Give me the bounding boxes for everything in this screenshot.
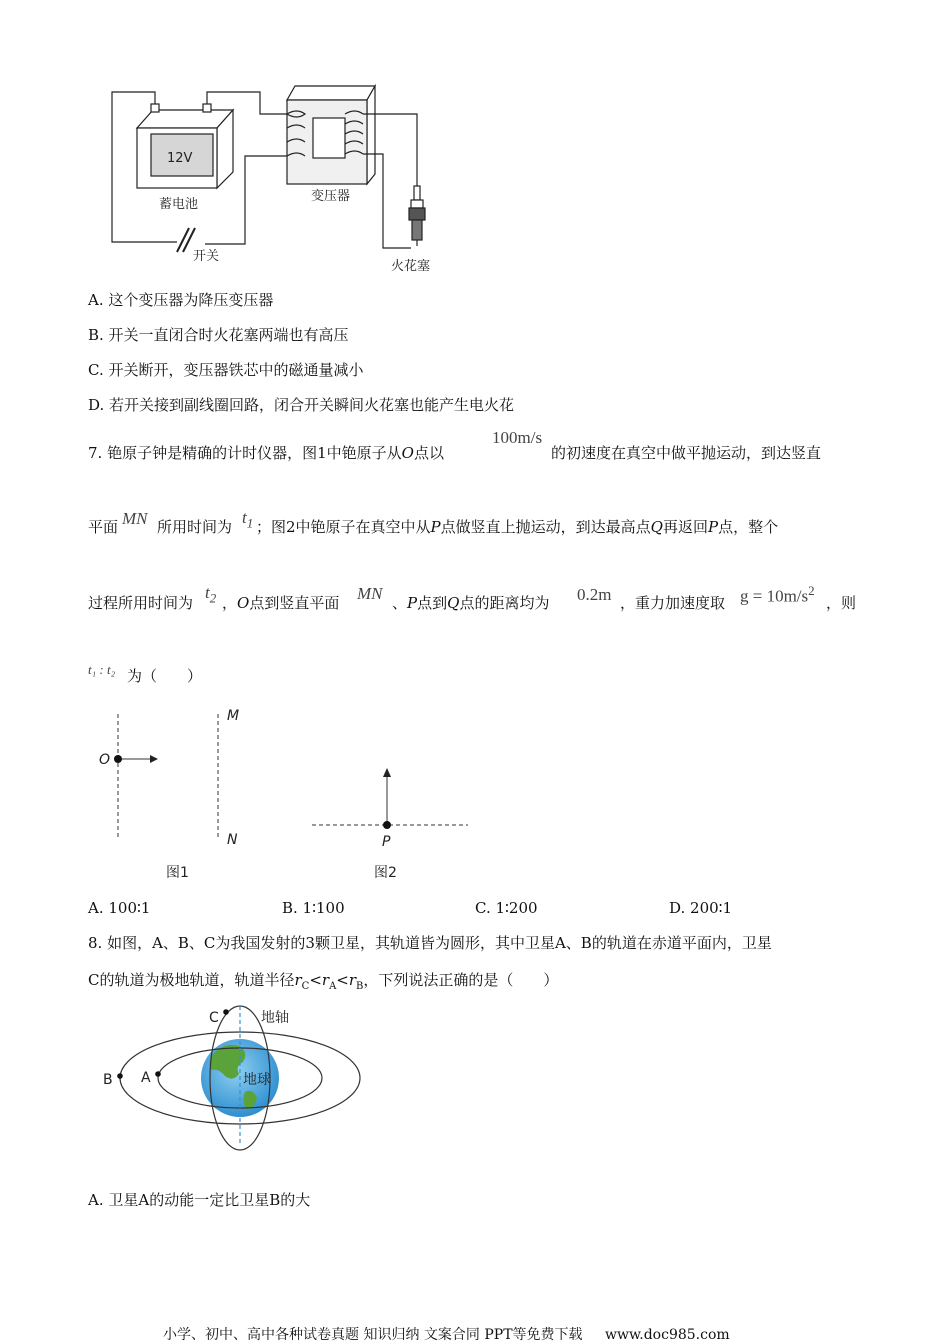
battery-voltage: 12V [167, 151, 193, 166]
label-p: P [382, 834, 391, 850]
q7-t2: $t_2$ [205, 583, 217, 606]
satellite-orbits-figure [95, 1000, 375, 1160]
q7-option-a: A. 100∶1 [88, 899, 151, 917]
q7-line-3-b: ，O点到竖直平面 [222, 594, 340, 612]
spark-plug-label: 火花塞 [391, 259, 431, 274]
q7-line-3-start: 过程所用时间为 [88, 594, 194, 612]
fig2-caption: 图2 [374, 865, 397, 881]
satellite-a-label: A [141, 1070, 151, 1086]
battery-label: 蓄电池 [159, 197, 199, 212]
q6-option-c: C. 开关断开，变压器铁芯中的磁通量减小 [88, 361, 364, 379]
q7-ratio: t₁ : t₂ [88, 662, 116, 677]
q6-option-b: B. 开关一直闭合时火花塞两端也有高压 [88, 326, 349, 344]
q8-line-2: C的轨道为极地轨道，轨道半径$r_C<r_A<r_B$，下列说法正确的是（ ） [88, 971, 559, 992]
footer [163, 1324, 730, 1344]
q7-line-2-start: 平面 [88, 518, 119, 536]
q7-speed: 100m/s [492, 428, 543, 447]
fig1-caption: 图1 [166, 865, 189, 881]
switch-label: 开关 [193, 249, 220, 264]
q7-line-1-end: 的初速度在真空中做平抛运动，到达竖直 [551, 444, 822, 462]
q7-mn-2: MN [357, 584, 383, 603]
q7-line-3-d: ，重力加速度取 [620, 594, 726, 612]
q7-line-2-rest: ；图2中铯原子在真空中从P点做竖直上抛运动，到达最高点Q再返回P点，整个 [256, 518, 779, 536]
q7-option-c: C. 1∶200 [475, 899, 538, 917]
label-m: M [227, 708, 240, 724]
footer-text: 小学、初中、高中各种试卷真题 知识归纳 文案合同 PPT等免费下载 [163, 1327, 583, 1343]
q7-option-b: B. 1∶100 [282, 899, 345, 917]
q7-line-1: 7. 铯原子钟是精确的计时仪器，图1中铯原子从O点以 [88, 444, 444, 462]
q7-gravity: $g = 10m/s^2$ [740, 583, 815, 606]
q6-option-a: A. 这个变压器为降压变压器 [88, 291, 274, 309]
q7-mn: MN [122, 509, 148, 528]
q7-line-4: 为（ ） [127, 667, 203, 685]
satellite-c-label: C [209, 1010, 219, 1026]
earth-label: 地球 [243, 1072, 271, 1088]
footer-url[interactable]: www.doc985.com [604, 1327, 730, 1343]
q7-line-3-c: 、P点到Q点的距离均为 [392, 594, 550, 612]
q8-option-a: A. 卫星A的动能一定比卫星B的大 [88, 1191, 311, 1209]
label-o: O [99, 752, 111, 768]
earth-axis-label: 地轴 [261, 1010, 289, 1026]
label-n: N [227, 832, 238, 848]
satellite-b-label: B [103, 1072, 113, 1088]
q8-line-1: 8. 如图，A、B、C为我国发射的3颗卫星，其轨道皆为圆形，其中卫星A、B的轨道在赤道平面内，卫星 [88, 934, 772, 952]
q7-t1: $t_1$ [242, 508, 254, 531]
ignition-circuit-figure [105, 80, 465, 280]
q7-line-2-b: 所用时间为 [157, 518, 233, 536]
q7-distance: 0.2m [577, 585, 612, 604]
transformer-label: 变压器 [311, 189, 351, 204]
q7-line-3-end: ，则 [826, 594, 857, 612]
q7-option-d: D. 200∶1 [669, 899, 733, 917]
q6-option-d: D. 若开关接到副线圈回路，闭合开关瞬间火花塞也能产生电火花 [88, 396, 515, 414]
q7-figures [90, 700, 490, 890]
